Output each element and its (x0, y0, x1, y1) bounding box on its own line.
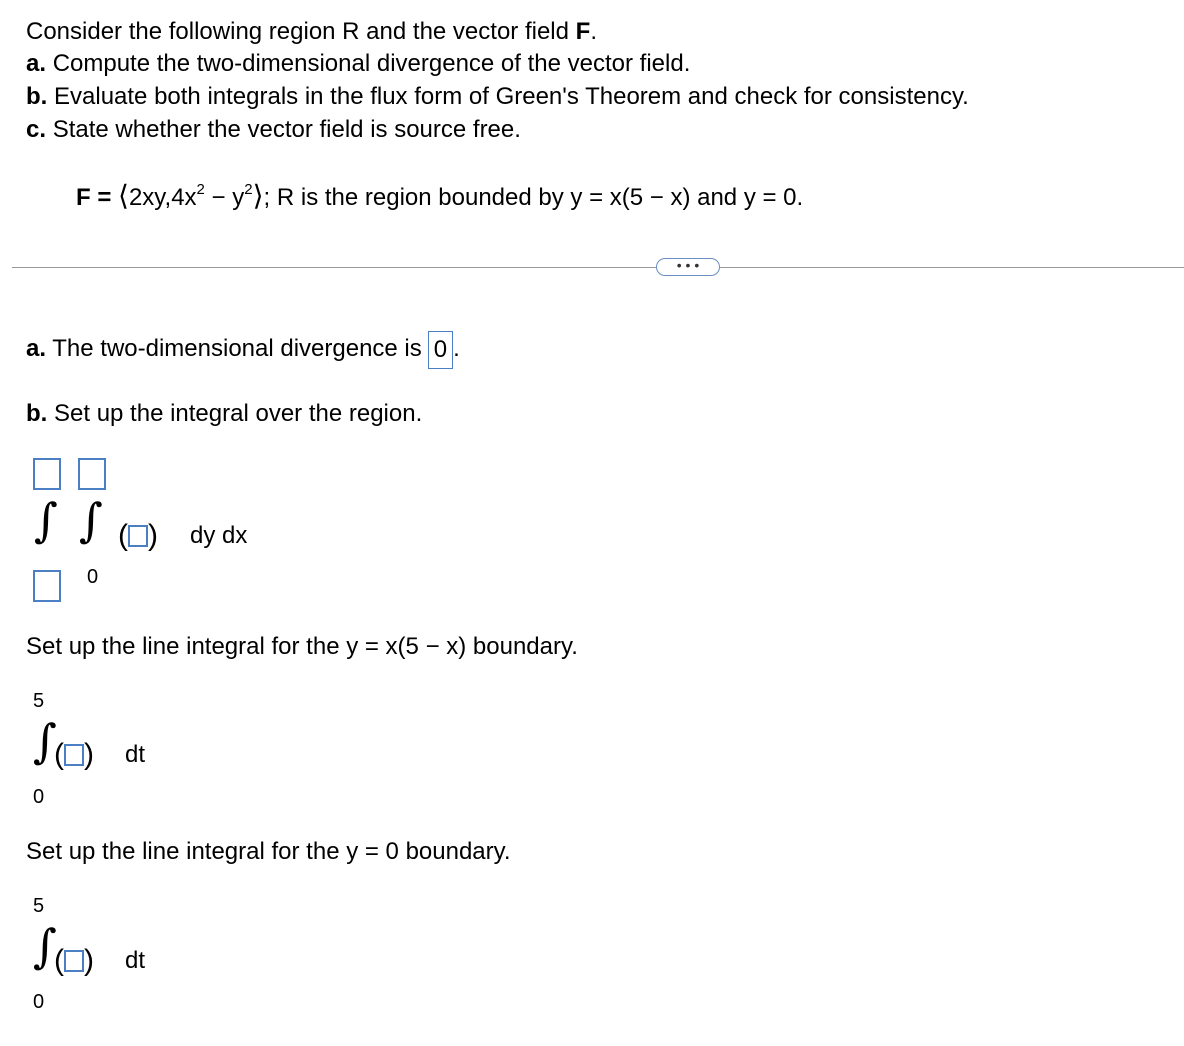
paren-close: ) (84, 738, 94, 771)
answer-b-text: Set up the integral over the region. (54, 400, 423, 427)
problem-part-b (26, 82, 969, 112)
intro-text: Consider the following region R and the vector field (26, 18, 569, 45)
inner-integral-sign: ∫ (79, 493, 103, 547)
field-lhs: F = (76, 184, 119, 211)
problem-part-a (26, 49, 690, 79)
line-integral-1-sign: ∫ (33, 714, 57, 768)
intro-bold-f: F (575, 18, 591, 45)
line-integral-2-integrand-input[interactable] (64, 950, 84, 972)
answer-b-label: b. (26, 400, 48, 427)
line-integral-1-integrand-input[interactable] (64, 744, 84, 766)
line-integral-1-differential: dt (125, 741, 146, 768)
answer-a-text: The two-dimensional divergence is (52, 335, 422, 362)
field-region: ; R is the region bounded by y = x(5 − x) and y = 0. (263, 184, 804, 211)
part-b-text: Evaluate both integrals in the flux form of Green's Theorem and check for consistency. (54, 83, 969, 110)
line-integral-2-integrand-group (54, 944, 94, 978)
outer-lower-limit-input[interactable] (33, 570, 61, 602)
line-integral-2-differential: dt (125, 947, 146, 974)
paren-open: ( (54, 944, 64, 977)
integrand-input[interactable] (128, 525, 148, 547)
section-divider (12, 267, 1184, 268)
paren-open: ( (118, 519, 128, 552)
angle-close: ⟩ (252, 180, 264, 211)
line-integral-1-lower: 0 (33, 786, 45, 808)
angle-open: ⟨ (118, 180, 129, 211)
part-c-label: c. (26, 116, 47, 143)
outer-upper-limit-input[interactable] (33, 458, 61, 490)
outer-integral-sign: ∫ (34, 493, 58, 547)
field-exp-1: 2 (196, 181, 205, 198)
answer-a-end: . (453, 335, 460, 362)
part-a-label: a. (26, 50, 47, 77)
more-options-button[interactable] (656, 258, 720, 276)
part-a-text: Compute the two-dimensional divergence of the vector field. (52, 50, 691, 77)
divergence-answer-box[interactable]: 0 (428, 331, 453, 369)
line-integral-2-lower: 0 (33, 991, 45, 1013)
inner-lower-limit: 0 (87, 566, 99, 588)
paren-close: ) (148, 519, 158, 552)
line-integral-1-integrand-group (54, 738, 94, 772)
vector-field-definition (76, 181, 803, 216)
problem-intro (26, 17, 597, 47)
answer-part-a (26, 330, 460, 369)
field-exp-2: 2 (244, 181, 253, 198)
intro-end: . (590, 18, 597, 45)
line-integral-1-prompt: Set up the line integral for the y = x(5 − x) boundary. (26, 633, 578, 660)
inner-upper-limit-input[interactable] (78, 458, 106, 490)
field-comp-1: 2xy,4x (128, 184, 197, 211)
line-integral-2-sign: ∫ (33, 919, 57, 973)
more-dots-icon: • • • (676, 257, 700, 273)
double-integral-differential: dy dx (190, 522, 248, 549)
problem-part-c (26, 115, 521, 145)
line-integral-2-upper: 5 (33, 895, 45, 917)
paren-open: ( (54, 738, 64, 771)
part-b-label: b. (26, 83, 48, 110)
part-c-text: State whether the vector field is source free. (52, 116, 521, 143)
line-integral-1-upper: 5 (33, 690, 45, 712)
answer-part-b (26, 399, 422, 429)
paren-close: ) (84, 944, 94, 977)
field-comp-2: − y (204, 184, 245, 211)
integrand-group (118, 519, 158, 553)
answer-a-label: a. (26, 335, 47, 362)
line-integral-2-prompt: Set up the line integral for the y = 0 boundary. (26, 838, 511, 865)
